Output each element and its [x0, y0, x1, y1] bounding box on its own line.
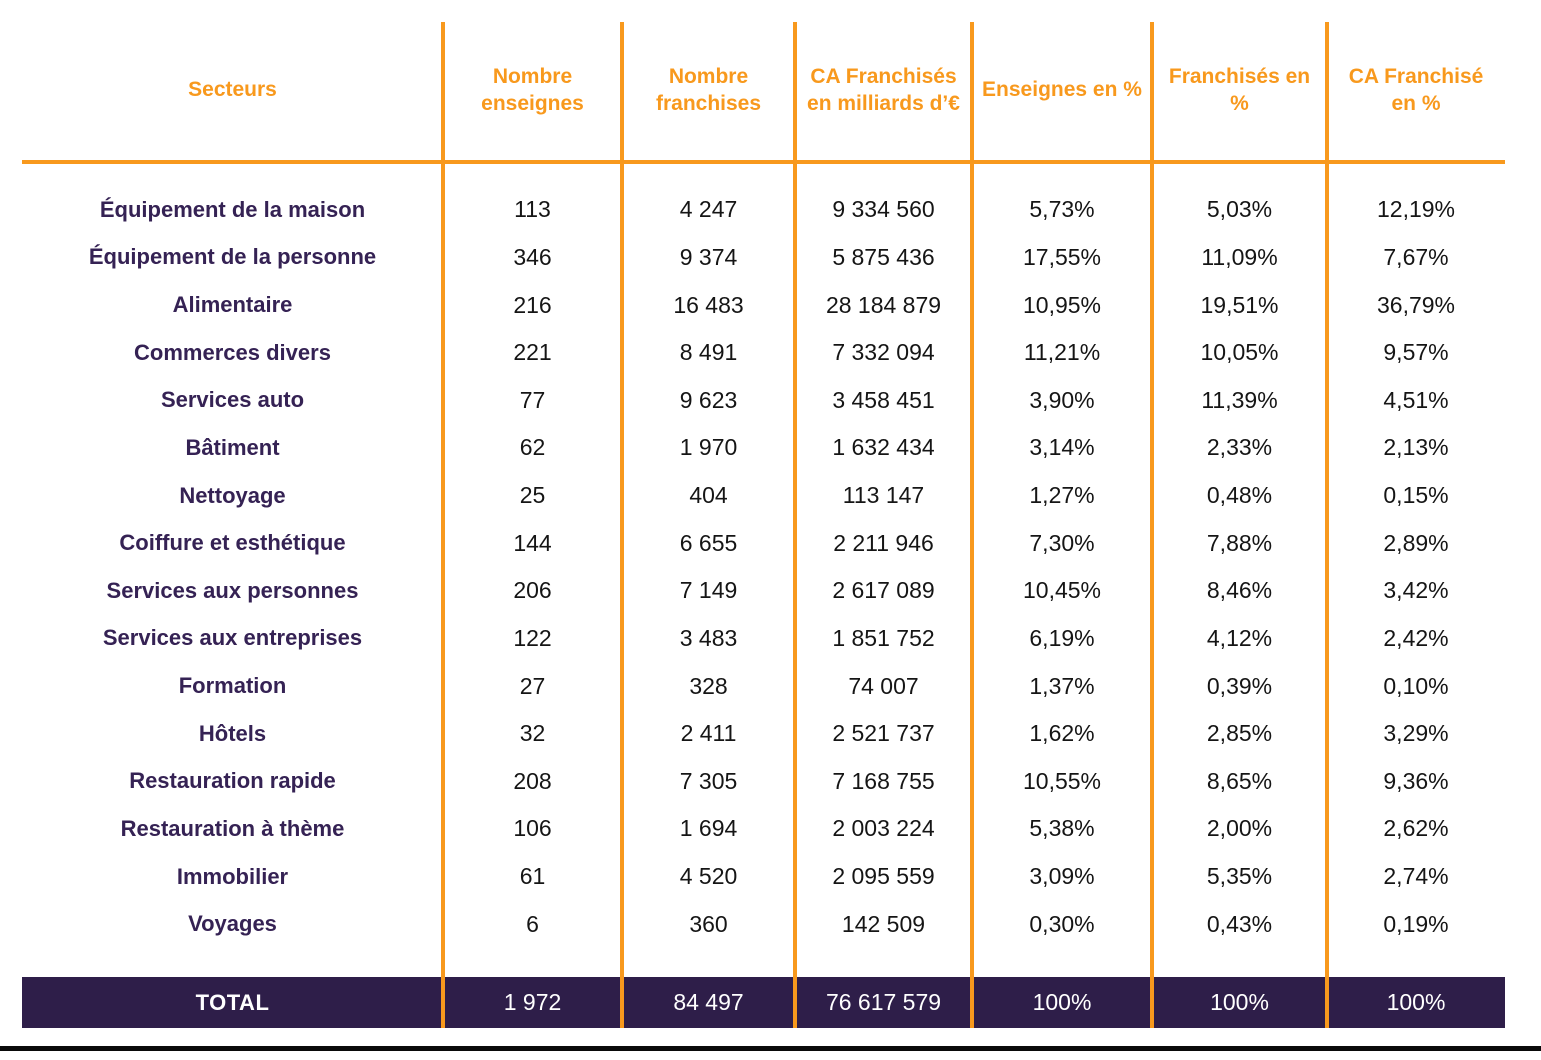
value-cell: 2 003 224 [832, 815, 935, 842]
sector-name: Services aux entreprises [102, 625, 363, 651]
value-cell: 10,05% [1200, 339, 1279, 366]
sector-name: Alimentaire [172, 292, 293, 318]
sector-name: Commerces divers [134, 339, 331, 365]
header-cell-5: Franchisés en % [1168, 64, 1311, 115]
sector-name: Coiffure et esthétique [119, 530, 346, 556]
value-cell: 10,95% [1022, 291, 1101, 318]
value-cell: 221 [513, 339, 552, 366]
value-cell: 2,42% [1383, 624, 1449, 651]
header-cell-2: Nombre franchises [655, 64, 762, 115]
value-cell: 11,09% [1201, 243, 1278, 270]
value-cell: 1,27% [1029, 482, 1095, 509]
total-value-cell: 100% [1032, 989, 1092, 1015]
value-cell: 3 458 451 [832, 386, 935, 413]
value-cell: 2,89% [1383, 529, 1449, 556]
value-cell: 10,45% [1022, 577, 1101, 604]
value-cell: 2,13% [1383, 434, 1449, 461]
value-cell: 0,15% [1383, 482, 1449, 509]
value-cell: 1,37% [1029, 672, 1095, 699]
value-cell: 74 007 [848, 672, 919, 699]
value-cell: 328 [689, 672, 728, 699]
table-header-row [22, 20, 1505, 160]
column-separator [1150, 22, 1154, 1028]
value-cell: 1 970 [679, 434, 738, 461]
value-cell: 4 247 [679, 196, 738, 223]
value-cell: 6 655 [679, 529, 738, 556]
value-cell: 106 [513, 815, 552, 842]
value-cell: 16 483 [673, 291, 744, 318]
value-cell: 404 [689, 482, 728, 509]
value-cell: 9 623 [679, 386, 738, 413]
sector-name: Formation [178, 673, 287, 699]
value-cell: 216 [513, 291, 552, 318]
value-cell: 9,36% [1383, 767, 1449, 794]
value-cell: 7,88% [1206, 529, 1273, 556]
sector-name: Nettoyage [179, 482, 286, 508]
total-value-cell: 100% [1386, 989, 1446, 1015]
value-cell: 12,19% [1376, 196, 1455, 223]
sector-name: Services auto [160, 387, 305, 413]
value-cell: 19,51% [1200, 291, 1279, 318]
header-cell-0: Secteurs [188, 78, 277, 102]
value-cell: 7 305 [679, 767, 738, 794]
total-value-cell: 84 497 [673, 989, 744, 1015]
sector-name: Équipement de la maison [99, 196, 366, 222]
value-cell: 7 332 094 [832, 339, 935, 366]
value-cell: 7,67% [1383, 243, 1449, 270]
value-cell: 144 [513, 529, 552, 556]
value-cell: 5,03% [1206, 196, 1273, 223]
total-value-cell: 76 617 579 [825, 989, 942, 1015]
value-cell: 0,48% [1206, 482, 1273, 509]
value-cell: 1 851 752 [832, 624, 935, 651]
value-cell: 113 147 [842, 482, 925, 509]
value-cell: 27 [519, 672, 546, 699]
value-cell: 3,42% [1383, 577, 1449, 604]
value-cell: 9,57% [1383, 339, 1449, 366]
value-cell: 142 509 [841, 910, 926, 937]
value-cell: 0,39% [1206, 672, 1273, 699]
value-cell: 11,39% [1201, 386, 1278, 413]
value-cell: 0,43% [1206, 910, 1273, 937]
value-cell: 10,55% [1022, 767, 1101, 794]
bottom-rule [0, 1046, 1541, 1051]
value-cell: 7,30% [1029, 529, 1095, 556]
value-cell: 28 184 879 [825, 291, 942, 318]
header-underline [22, 160, 1505, 164]
value-cell: 2,00% [1206, 815, 1273, 842]
header-cell-4: Enseignes en % [982, 78, 1142, 102]
value-cell: 2 411 [680, 720, 737, 747]
value-cell: 77 [519, 386, 546, 413]
value-cell: 360 [689, 910, 728, 937]
value-cell: 8,46% [1206, 577, 1273, 604]
sector-name: Bâtiment [185, 434, 280, 460]
value-cell: 7 168 755 [832, 767, 935, 794]
column-separator [1325, 22, 1329, 1028]
value-cell: 6,19% [1029, 624, 1095, 651]
value-cell: 346 [513, 243, 552, 270]
value-cell: 208 [513, 767, 552, 794]
value-cell: 25 [519, 482, 546, 509]
value-cell: 9 374 [679, 243, 738, 270]
value-cell: 2 095 559 [832, 863, 935, 890]
value-cell: 3,09% [1029, 863, 1095, 890]
value-cell: 2,62% [1383, 815, 1449, 842]
value-cell: 113 [514, 196, 551, 223]
total-value-cell: 100% [1210, 989, 1269, 1015]
total-row [22, 977, 1505, 1028]
value-cell: 2,85% [1206, 720, 1273, 747]
value-cell: 1 694 [679, 815, 738, 842]
value-cell: 9 334 560 [832, 196, 935, 223]
sector-name: Restauration à thème [120, 815, 345, 841]
value-cell: 2 617 089 [832, 577, 935, 604]
value-cell: 4,12% [1206, 624, 1273, 651]
value-cell: 2,74% [1383, 863, 1449, 890]
sector-name: Immobilier [176, 863, 289, 889]
value-cell: 32 [519, 720, 546, 747]
value-cell: 1,62% [1029, 720, 1095, 747]
table-body [22, 186, 1505, 948]
value-cell: 62 [519, 434, 546, 461]
value-cell: 2,33% [1206, 434, 1273, 461]
sector-name: Services aux personnes [106, 577, 359, 603]
value-cell: 36,79% [1376, 291, 1455, 318]
value-cell: 3,90% [1029, 386, 1095, 413]
value-cell: 0,10% [1383, 672, 1449, 699]
value-cell: 8,65% [1206, 767, 1273, 794]
value-cell: 206 [513, 577, 552, 604]
value-cell: 0,19% [1383, 910, 1449, 937]
column-separator [441, 22, 445, 1028]
header-cell-1: Nombre enseignes [481, 64, 584, 115]
value-cell: 5 875 436 [832, 243, 935, 270]
value-cell: 3,14% [1029, 434, 1095, 461]
value-cell: 3 483 [679, 624, 738, 651]
sector-name: Hôtels [198, 720, 267, 746]
column-separator [970, 22, 974, 1028]
value-cell: 5,38% [1029, 815, 1095, 842]
value-cell: 17,55% [1022, 243, 1101, 270]
sector-name: Équipement de la personne [88, 244, 377, 270]
value-cell: 7 149 [679, 577, 738, 604]
total-value-cell: 1 972 [503, 989, 562, 1015]
value-cell: 1 632 434 [832, 434, 935, 461]
value-cell: 3,29% [1383, 720, 1449, 747]
header-cell-3: CA Franchisés en milliards d’€ [807, 64, 960, 115]
value-cell: 2 521 737 [832, 720, 935, 747]
value-cell: 8 491 [679, 339, 738, 366]
value-cell: 4 520 [679, 863, 738, 890]
value-cell: 5,35% [1206, 863, 1273, 890]
sector-name: Voyages [188, 911, 277, 937]
value-cell: 5,73% [1029, 196, 1095, 223]
value-cell: 6 [526, 910, 539, 937]
column-separator [793, 22, 797, 1028]
total-label: TOTAL [195, 989, 270, 1015]
value-cell: 11,21% [1023, 339, 1101, 366]
value-cell: 61 [519, 863, 546, 890]
sector-name: Restauration rapide [129, 768, 336, 794]
value-cell: 0,30% [1029, 910, 1095, 937]
column-separator [620, 22, 624, 1028]
value-cell: 2 211 946 [833, 529, 934, 556]
header-cell-6: CA Franchisé en % [1348, 64, 1484, 115]
value-cell: 4,51% [1383, 386, 1449, 413]
value-cell: 122 [513, 624, 552, 651]
